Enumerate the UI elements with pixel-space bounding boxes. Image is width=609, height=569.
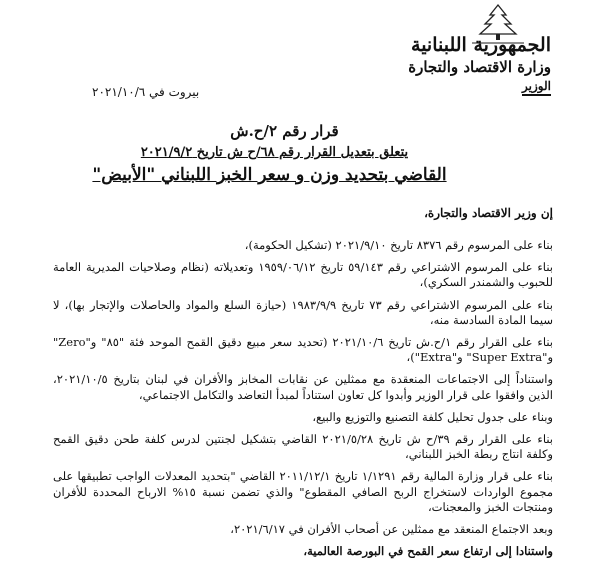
preamble-paragraph: بناء على قرار وزارة المالية رقم ١/١٢٩١ تاريخ ٢٠١١/١٢/١ القاضي "بتحديد المعدلات الواجب تطبيقها على مجموع الواردات لاستخراج الربح الصافي المقطوع" والذي تضمن نسبة ١٥% الارباح المحددة للأفران ومنتجات الخبز والمعجنات،: [53, 469, 553, 514]
issue-date: بيروت في ٢٠٢١/١٠/٦: [92, 85, 200, 99]
decision-subject: القاضي بتحديد وزن و سعر الخبز اللبناني "الأبيض": [92, 165, 447, 185]
amended-decision: يتعلق بتعديل القرار رقم ٦٨/ح ش تاريخ ٢٠٢١/٩/٢: [140, 145, 409, 160]
address-line: إن وزير الاقتصاد والتجارة،: [424, 206, 553, 220]
preamble-paragraph: وبناء على جدول تحليل كلفة التصنيع والتوزيع والبيع،: [312, 409, 553, 424]
minister-office: الوزير: [522, 79, 551, 96]
preamble-body: [53, 238, 553, 566]
preamble-final-line: واستنادا إلى ارتفاع سعر القمح في البورصة العالمية،: [303, 544, 553, 559]
preamble-paragraph: بناء على المرسوم رقم ٨٣٧٦ تاريخ ٢٠٢١/٩/١٠ (تشكيل الحكومة)،: [244, 238, 553, 252]
republic-name: الجمهورية اللبنانية: [411, 34, 551, 56]
preamble-paragraph: بناء على القرار رقم ٣٩/ح ش تاريخ ٢٠٢١/٥/٢٨ القاضي بتشكيل لجنتين لدرس كلفة طحن دقيق القمح وكلفة انتاج ربطة الخبز اللبناني،: [53, 432, 553, 462]
preamble-paragraph: واستناداً إلى الاجتماعات المنعقدة مع ممثلين عن نقابات المخابز والأفران في لبنان بتاريخ ٢٠٢١/١٠/٥، الذين وافقوا على قرار الوزير وأبدوا كل تعاون استناداً لمبدأ التعاضد والتكامل الاجتماعي،: [53, 372, 553, 402]
ministry-name: وزارة الاقتصاد والتجارة: [408, 58, 551, 76]
preamble-paragraph: وبعد الاجتماع المنعقد مع ممثلين عن أصحاب الأفران في ٢٠٢١/٦/١٧،: [230, 522, 553, 537]
preamble-paragraph: بناء على القرار رقم ١/ح.ش تاريخ ٢٠٢١/١٠/٦ (تحديد سعر مبيع دقيق القمح الموحد فئة "٨٥" و"Zero" و"Super Extra" و"Extra")،: [53, 335, 553, 365]
preamble-paragraph: بناء على المرسوم الاشتراعي رقم ٧٣ تاريخ ١٩٨٣/٩/٩ (حيازة السلع والمواد والحاصلات والإتجار بها)، لا سيما المادة السادسة منه،: [53, 297, 553, 327]
preamble-paragraph: بناء على المرسوم الاشتراعي رقم ٥٩/١٤٣ تاريخ ١٩٥٩/٠٦/١٢ وتعديلاته (نظام وصلاحيات المديرية العامة للحبوب والشمندر السكري)،: [53, 260, 553, 290]
decision-number: قرار رقم ٢/ح.ش: [230, 122, 339, 140]
